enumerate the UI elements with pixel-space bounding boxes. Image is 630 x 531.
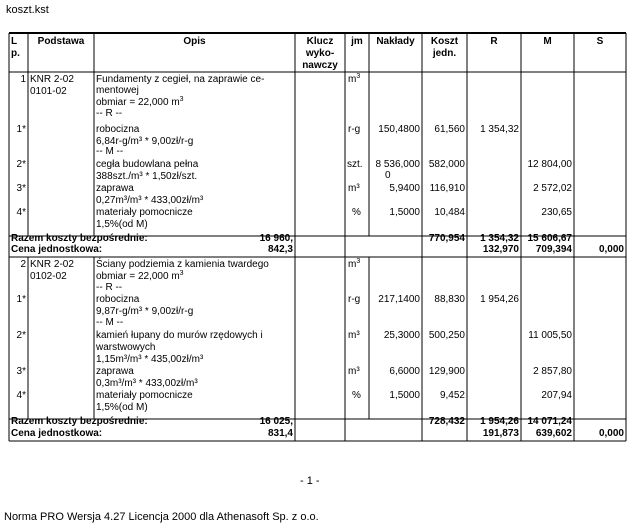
item-name: materiały pomocnicze [96, 390, 193, 401]
item-m: 12 804,00 [527, 159, 572, 170]
razem-value: 16 960, [259, 233, 293, 244]
item-koszt: 88,830 [434, 294, 465, 305]
position-lp: 1 [20, 74, 26, 85]
col-header-jm: jm [351, 36, 363, 47]
item-m: 207,94 [541, 390, 572, 401]
item-id: 3* [16, 183, 26, 194]
col-header-naklady: Nakłady [376, 36, 415, 47]
item-id: 1* [16, 124, 26, 135]
position-podstawa: KNR 2-02 [30, 74, 74, 85]
col-header-m: M [543, 36, 552, 47]
item-koszt: 582,000 [428, 159, 465, 170]
item-name-cont: warstwowych [96, 342, 156, 353]
item-id: 4* [16, 207, 26, 218]
item-calc: 1,5%(od M) [96, 219, 148, 230]
item-name: zaprawa [96, 183, 134, 194]
item-calc: 9,87r-g/m³ * 9,00zł/r-g [96, 306, 194, 317]
col-header-lp: L p. [11, 36, 20, 59]
item-m: 2 572,02 [533, 183, 572, 194]
item-koszt: 129,900 [428, 366, 465, 377]
file-title: koszt.kst [6, 4, 49, 16]
cena-r: 132,970 [482, 244, 519, 255]
item-calc: 388szt./m³ * 1,50zł/szt. [96, 171, 198, 182]
item-jm: % [352, 390, 361, 401]
cena-label: Cena jednostkowa: [11, 244, 103, 255]
item-name: robocizna [96, 294, 140, 305]
section-r-label: -- R -- [96, 282, 123, 293]
item-m: 230,65 [541, 207, 572, 218]
position-description-cont: mentowej [96, 85, 139, 96]
item-id: 2* [16, 159, 26, 170]
item-name: kamień łupany do murów rzędowych i [96, 330, 263, 341]
cena-value: 842,3 [267, 244, 293, 255]
razem-value: 16 025, [259, 416, 293, 427]
cena-r: 191,873 [482, 428, 519, 439]
footer-license: Norma PRO Wersja 4.27 Licencja 2000 dla Athenasoft Sp. z o.o. [4, 511, 319, 523]
position-jm: $m^3$ [348, 73, 361, 85]
item-calc: 1,5%(od M) [96, 402, 148, 413]
item-jm: m³ [348, 183, 360, 194]
item-naklady: 150,4800 [378, 124, 420, 135]
item-koszt: 10,484 [434, 207, 465, 218]
razem-label: Razem koszty bezpośrednie: [11, 233, 148, 244]
item-id: 1* [16, 294, 26, 305]
item-name: robocizna [96, 124, 140, 135]
item-r: 1 954,26 [480, 294, 519, 305]
cena-s: 0,000 [598, 428, 624, 439]
item-name: materiały pomocnicze [96, 207, 193, 218]
item-id: 3* [16, 366, 26, 377]
item-calc: 0,27m³/m³ * 433,00zł/m³ [96, 195, 204, 206]
item-naklady: 217,1400 [378, 294, 420, 305]
item-m: 11 005,50 [528, 330, 572, 341]
item-calc: 0,3m³/m³ * 433,00zł/m³ [96, 378, 198, 389]
position-description: Fundamenty z cegieł, na zaprawie ce- [96, 74, 265, 85]
position-podstawa: KNR 2-02 [30, 259, 74, 270]
razem-koszt: 770,954 [428, 233, 465, 244]
position-obmiar: obmiar = 22,000 $m^3$ [96, 270, 184, 282]
col-header-klucz-1: Klucz [306, 36, 334, 47]
item-naklady-wrap: 0 [385, 170, 391, 181]
col-header-s: S [596, 36, 604, 47]
position-jm: $m^3$ [348, 258, 361, 270]
item-id: 4* [16, 390, 26, 401]
item-jm: m³ [348, 366, 360, 377]
item-calc: 6,84r-g/m³ * 9,00zł/r-g [96, 136, 194, 147]
item-koszt: 116,910 [429, 183, 465, 194]
col-header-opis: Opis [183, 36, 206, 47]
position-lp: 2 [20, 259, 26, 270]
item-jm: m³ [348, 330, 360, 341]
item-jm: szt. [347, 159, 363, 170]
cena-value: 831,4 [267, 428, 293, 439]
cena-m: 709,394 [535, 244, 572, 255]
item-naklady: 5,9400 [389, 183, 420, 194]
item-naklady: 1,5000 [389, 207, 420, 218]
item-naklady: 6,6000 [389, 366, 420, 377]
item-naklady: 25,3000 [383, 330, 420, 341]
item-id: 2* [16, 330, 26, 341]
col-header-klucz-3: nawczy [302, 60, 338, 71]
item-calc: 1,15m³/m³ * 435,00zł/m³ [96, 354, 204, 365]
item-jm: r-g [348, 294, 361, 305]
razem-m: 14 071,24 [527, 416, 572, 427]
position-description: Ściany podziemia z kamienia twardego [96, 259, 269, 270]
col-header-koszt-1: Koszt [430, 36, 459, 47]
item-koszt: 9,452 [439, 390, 465, 401]
cena-m: 639,602 [535, 428, 572, 439]
item-koszt: 61,560 [434, 124, 465, 135]
item-jm: r-g [348, 124, 361, 135]
page-number: - 1 - [300, 475, 320, 487]
razem-label: Razem koszty bezpośrednie: [11, 416, 148, 427]
item-name: zaprawa [96, 366, 134, 377]
section-m-label: -- M -- [96, 317, 124, 328]
razem-m: 15 606,67 [527, 233, 572, 244]
item-m: 2 857,80 [533, 366, 572, 377]
section-r-label: -- R -- [96, 108, 123, 119]
razem-koszt: 728,432 [428, 416, 465, 427]
col-header-koszt-2: jedn. [432, 48, 457, 59]
col-header-r: R [490, 36, 498, 47]
section-m-label: -- M -- [96, 146, 124, 157]
col-header-klucz-2: wyko- [305, 48, 335, 59]
position-podstawa-code: 0102-02 [30, 271, 67, 282]
item-naklady: 8 536,000 [375, 159, 420, 170]
item-koszt: 500,250 [428, 330, 465, 341]
item-name: cegła budowlana pełna [96, 159, 199, 170]
position-podstawa-code: 0101-02 [30, 86, 67, 97]
item-naklady: 1,5000 [389, 390, 420, 401]
cena-label: Cena jednostkowa: [11, 428, 103, 439]
razem-r: 1 354,32 [480, 233, 519, 244]
item-r: 1 354,32 [480, 124, 519, 135]
col-header-podstawa: Podstawa [37, 36, 85, 47]
item-jm: % [352, 207, 361, 218]
razem-r: 1 954,26 [480, 416, 519, 427]
cena-s: 0,000 [598, 244, 624, 255]
position-obmiar: obmiar = 22,000 $m^3$ [96, 96, 184, 108]
